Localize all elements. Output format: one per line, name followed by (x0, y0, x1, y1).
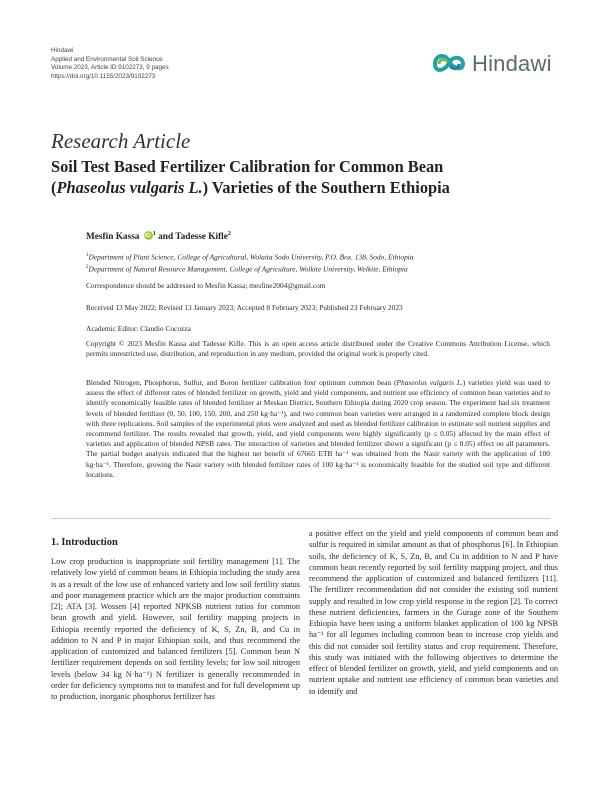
affiliations (86, 251, 550, 274)
copyright-notice: Copyright © 2023 Mesfin Kassa and Tadesse Kifle. This is an open access article distributed under the Creative Commons Attribution License, which permits unrestricted use, distribution, and reproduction in any medium, provided the original work is properly cited. (86, 339, 550, 359)
journal-info (51, 47, 169, 82)
section-divider (51, 518, 550, 519)
author-2-name[interactable]: Tadesse Kifle (175, 232, 228, 243)
abstract (86, 378, 550, 480)
article-type: Research Article (51, 129, 191, 153)
affiliation-1 (86, 251, 550, 263)
affiliation-1-number: 1 (86, 253, 89, 258)
intro-column-left: Low crop production is inappropriate soil fertility management [1]. The relatively low yield of common beans in Ethiopia including the study area is as a result of the low use of enhanced variety and low soil fertility status and poor management practice which are the major production constraints [2]; ATA [3]. Wossen [4] reported NPKSB nutrient ratios for common bean growth and yield. However, soil fertility mapping projects in Ethiopia recently reported the deficiency of K, S, Zn, B, and Cu in addition to N and P in major Ethiopian soils, and thus recommend the application of customized and balanced fertilizers [5]. Common bean N fertilizer requirement depends on soil fertility levels; for low soil nitrogen levels (below 34 kg N·ha⁻¹) N fertilizer is generally recommended in order for deficiency symptoms not to manifest and for full development up to production, inorganic phosphorus fertilizer has (51, 557, 300, 701)
journal-name: Applied and Environmental Soil Science (51, 55, 163, 63)
correspondence: Correspondence should be addressed to Mesfin Kassa; mesfine2004@gmail.com (86, 281, 326, 290)
affiliation-2 (86, 263, 550, 275)
orcid-icon[interactable] (144, 231, 153, 240)
abstract-species: Phaseolus vulgaris L. (396, 378, 463, 387)
journal-doi-link[interactable]: https://doi.org/10.1155/2023/9102273 (51, 73, 156, 81)
title-paren-open: ( (51, 178, 57, 197)
journal-volume: Volume 2023, Article ID 9102273, 9 pages (51, 64, 169, 72)
article-dates: Received 13 May 2022; Revised 13 January 2023; Accepted 8 February 2023; Published 23 February 2023 (86, 303, 403, 312)
hindawi-logo[interactable] (431, 49, 552, 79)
hindawi-logo-text: Hindawi (472, 51, 552, 76)
journal-publisher: Hindawi (51, 47, 74, 54)
abstract-part-1: Blended Nitrogen, Phosphorus, Sulfur, and Boron fertilizer calibration foxr optimum common bean ( (86, 378, 397, 387)
author-connector: and (155, 232, 176, 243)
article-title (51, 156, 561, 198)
author-list (86, 231, 231, 242)
academic-editor: Academic Editor: Claudio Cocozza (86, 324, 191, 333)
author-1-affiliation: 1 (152, 231, 156, 237)
affiliation-2-text: Department of Natural Resource Management, College of Agriculture, Wolkite University, Welkite, Ethiopia (88, 264, 408, 274)
title-line-2 (51, 177, 561, 198)
title-species: Phaseolus vulgaris L. (56, 178, 203, 197)
title-line-1: Soil Test Based Fertilizer Calibration for Common Bean (51, 157, 444, 176)
hindawi-logo-icon (431, 49, 467, 79)
intro-heading: 1. Introduction (51, 537, 118, 548)
title-line-2-rest: ) Varieties of the Southern Ethiopia (202, 178, 450, 197)
affiliation-1-text: Department of Plant Science, College of Agricultural, Wolaita Sodo University, P.O. Box. 138, Sodo, Ethiopia (88, 252, 414, 262)
affiliation-2-number: 2 (86, 264, 89, 270)
author-2-affiliation: 2 (227, 231, 231, 237)
author-1-name[interactable]: Mesfin Kassa (86, 232, 140, 243)
abstract-part-2: ) varieties yield was used to assess the effect of different rates of blended fertilizer on growth, yield and yield components, and nutrient use efficiency of common bean varieties and to identify economically feasible rates of blended fertilizer at Meskan District, Southern Ethiopia during 2020 crop season. The experiment had six treatment levels of blended fertilizer (0, 50, 100, 150, 200, and 250 kg·ha⁻¹), and two common bean varieties were arranged in a randomized complete block design with three replications. Soil samples of the experimental plots were analyzed and used as blended fertilizer calibration to estimate soil nutrient supplies and recommend fertilizer. The results revealed that growth, yield, and yield components were highly significantly (p ≤ 0.05) affected by the main effect of varieties and application of blended NPSB rates. The interaction of varieties and blended fertilizer shown a significant (p ≤ 0.05) effect on all parameters. The partial budget analysis indicated that the highest net benefit of 67665 ETB ha⁻¹ was obtained from the Nasir variety with the application of 100 kg·ha⁻¹. Therefore, growing the Nasir variety with blended fertilizer rates of 100 kg·ha⁻¹ is economically feasible for the studied soil type and different locations. (86, 378, 550, 479)
intro-column-right: a positive effect on the yield and yield components of common bean and sulfur is required in similar amount as that of phosphorus [6]. In Ethiopian soils, the deficiency of K, S, Zn, B, and Cu in addition to N and P have common bean recently reported by soil fertility mapping project, and thus recommend the application of customized and balanced fertilizers [11]. The fertilizer recommendation did not consider the existing soil nutrient supply and resulted in low crop yield response in the region [2]. To correct these nutrient deficiencies, farmers in the Gurage zone of the Southern Ethiopia have been using a uniform blanket application of 100 kg NPSB ha⁻¹ for all legumes including common bean to increase crop yields and this did not consider soil fertility status and crop requirement. Therefore, this study was initiated with the following objectives to determine the effect of blended fertilizer on growth, yield, and yield components and on nutrient uptake and nutrient use efficiency of common bean varieties and to identify and (309, 529, 558, 696)
